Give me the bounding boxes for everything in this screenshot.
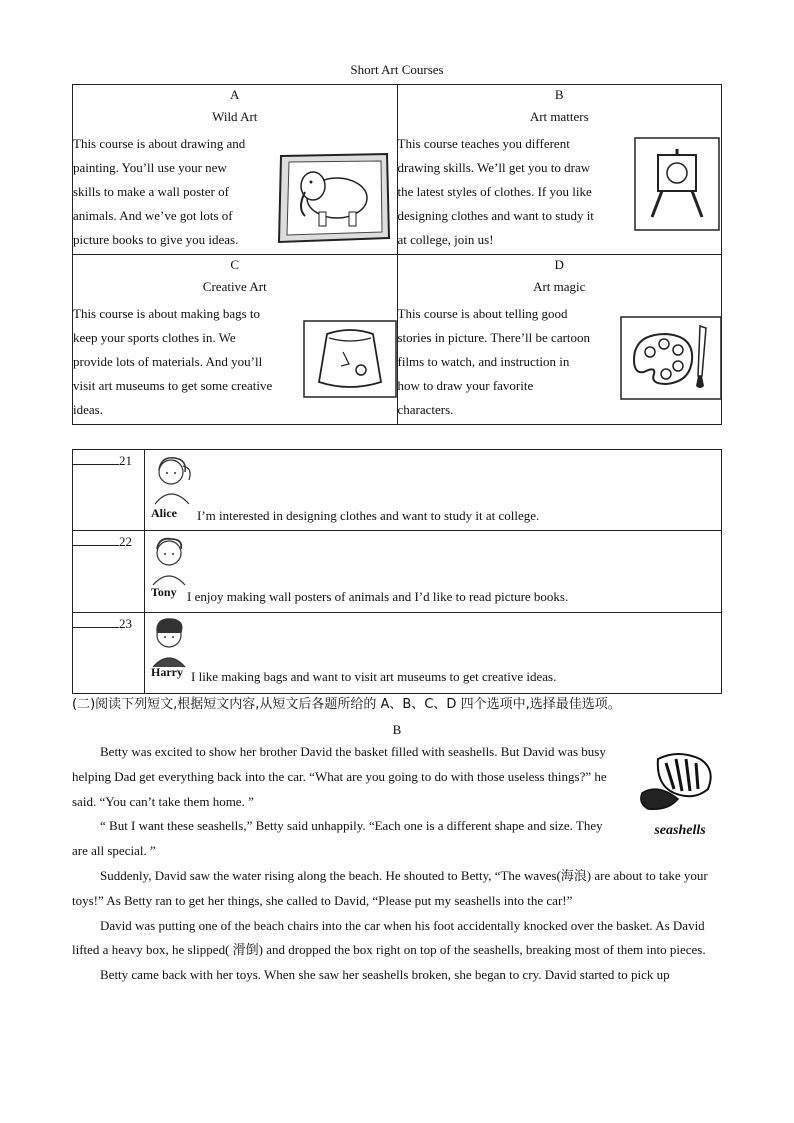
answer-blank[interactable]: [73, 452, 132, 469]
person-statement: I’m interested in designing clothes and want to study it at college.: [197, 508, 540, 523]
course-line: painting. You’ll use your new: [73, 160, 227, 175]
easel-icon: [634, 137, 720, 231]
course-d-cell: [397, 255, 722, 425]
course-c-cell: [73, 255, 398, 425]
course-line: provide lots of materials. And you’ll: [73, 354, 263, 369]
course-description: [73, 302, 272, 422]
passage-paragraph: Betty was excited to show her brother David the basket filled with seashells. But David was busy helping Dad get everything back into the car. “What are you going to do with those useless things?” he said. “You can’t take them home. ”: [72, 744, 607, 809]
course-letter: B: [554, 87, 564, 102]
answer-blank[interactable]: [73, 533, 132, 550]
course-line: This course is about drawing and: [73, 136, 246, 151]
person-name: Harry: [151, 665, 183, 679]
reading-passage: [72, 740, 722, 988]
course-line: films to watch, and instruction in: [397, 354, 570, 369]
course-line: keep your sports clothes in. We: [73, 330, 236, 345]
passage-paragraph: David was putting one of the beach chairs into the car when his foot accidentally knocked over the basket. As David lifted a heavy box, he slipped( 滑倒) and dropped the box right on top of the seashells, breaking most of them into pieces.: [72, 917, 706, 958]
course-line: stories in picture. There’ll be cartoon: [397, 330, 591, 345]
answer-cell: [73, 531, 145, 613]
page-title: Short Art Courses: [350, 62, 444, 77]
course-line: drawing skills. We’ll get you to draw: [397, 160, 591, 175]
girl-avatar-icon: [149, 452, 197, 506]
person-name: Tony: [151, 585, 177, 599]
drawstring-bag-icon: [303, 320, 397, 398]
section-label: B: [392, 722, 402, 737]
boy-avatar-icon: [149, 533, 197, 587]
course-description: [398, 302, 591, 422]
person-cell: [145, 613, 722, 694]
course-line: how to draw your favorite: [397, 378, 534, 393]
question-number: 23: [119, 616, 132, 631]
course-line: This course teaches you different: [397, 136, 570, 151]
palette-icon: [620, 316, 722, 400]
course-description: [73, 132, 245, 252]
course-line: skills to make a wall poster of: [73, 184, 229, 199]
section-instruction: (二)阅读下列短文,根据短文内容,从短文后各题所给的 A、B、C、D 四个选项中,选择最佳选项。: [72, 697, 621, 712]
course-description: [398, 132, 594, 252]
course-name: Art magic: [533, 279, 586, 294]
person-name: Alice: [151, 506, 177, 520]
course-name: Wild Art: [212, 109, 258, 124]
course-b-cell: [397, 85, 722, 255]
course-line: visit art museums to get some creative: [73, 378, 273, 393]
passage-paragraph: Suddenly, David saw the water rising along the beach. He shouted to Betty, “The waves(海浪) are about to take your toys!” As Betty ran to get her things, she called to David, “Please put my seashells into the car!”: [72, 867, 708, 908]
seashells-caption: seashells: [654, 823, 706, 838]
course-line: the latest styles of clothes. If you like: [397, 184, 592, 199]
course-line: This course is about telling good: [397, 306, 568, 321]
course-line: animals. And we’ve got lots of: [73, 208, 233, 223]
person-statement: I enjoy making wall posters of animals and I’d like to read picture books.: [187, 589, 569, 604]
people-table: [72, 449, 722, 694]
course-line: ideas.: [73, 402, 103, 417]
person-statement: I like making bags and want to visit art museums to get creative ideas.: [191, 669, 557, 684]
elephant-poster-icon: [275, 150, 393, 246]
person-cell: [145, 450, 722, 531]
answer-cell: [73, 613, 145, 694]
course-name: Creative Art: [202, 279, 267, 294]
course-name: Art matters: [529, 109, 589, 124]
course-letter: C: [230, 257, 240, 272]
question-number: 21: [119, 453, 132, 468]
person-cell: [145, 531, 722, 613]
answer-blank[interactable]: [73, 615, 132, 632]
course-line: designing clothes and want to study it: [397, 208, 594, 223]
course-line: This course is about making bags to: [73, 306, 261, 321]
course-letter: D: [554, 257, 564, 272]
course-letter: A: [230, 87, 240, 102]
answer-cell: [73, 450, 145, 531]
passage-paragraph: Betty came back with her toys. When she saw her seashells broken, she began to cry. David started to pick up: [100, 967, 670, 983]
course-line: at college, join us!: [397, 232, 494, 247]
boy-avatar-icon: [149, 615, 197, 669]
question-number: 22: [119, 534, 132, 549]
course-a-cell: [73, 85, 398, 255]
passage-paragraph: “ But I want these seashells,” Betty said unhappily. “Each one is a different shape and size. They are all special. ”: [72, 818, 603, 859]
course-line: characters.: [397, 402, 454, 417]
course-line: picture books to give you ideas.: [73, 232, 239, 247]
courses-table: [72, 84, 722, 425]
